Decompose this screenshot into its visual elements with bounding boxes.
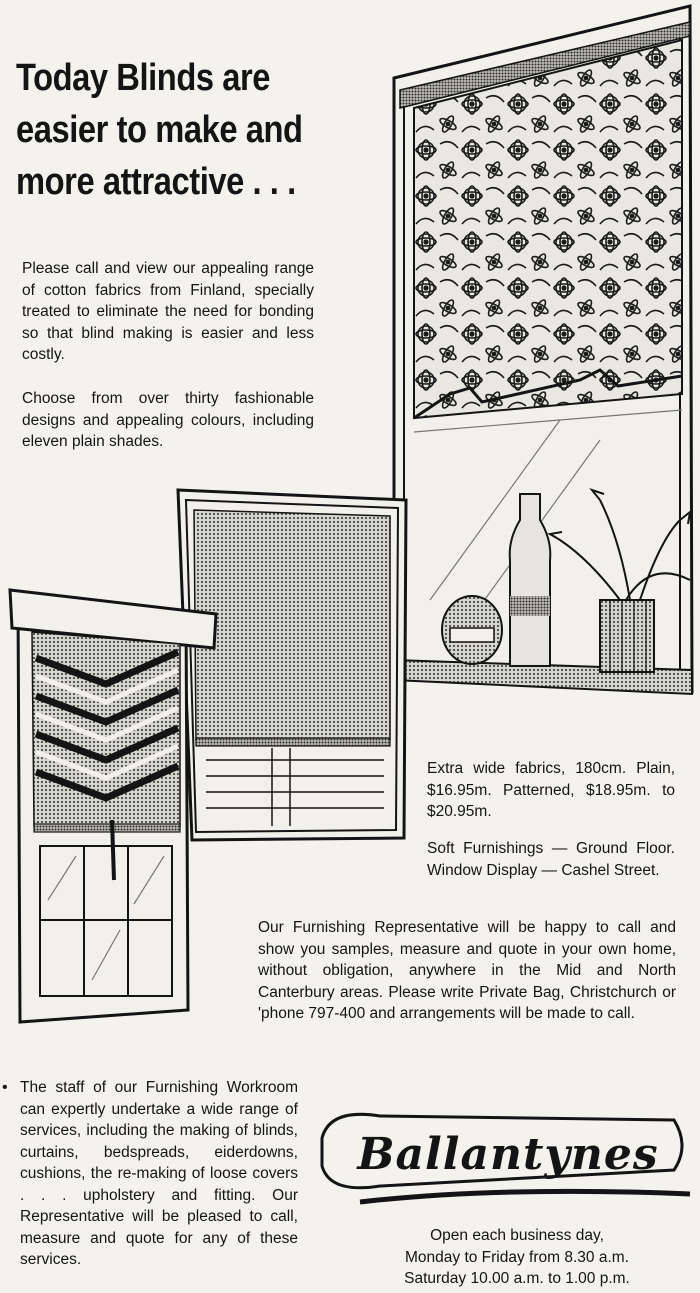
headline-line-1: Today Blinds are (16, 57, 271, 99)
designs-paragraph: Choose from over thirty fashionable designs and appealing colours, including eleven plain shades. (22, 390, 314, 450)
plain-roller-blind-illustration (178, 490, 406, 840)
workroom-paragraph: The staff of our Furnishing Workroom can expertly undertake a wide range of services, including the making of blinds, curtains, bedspreads, eiderdowns, cushions, the re-making of loose covers . . . upholstery and fitting. Our Representative will be pleased to call, measure and quote for any of these services. (20, 1079, 298, 1268)
location-paragraph: Soft Furnishings — Ground Floor. Window Display — Cashel Street. (427, 840, 675, 879)
store-logo: Ballantynes (357, 1128, 659, 1180)
window-with-roller-blind-illustration (394, 6, 692, 694)
bullet-icon: • (2, 1079, 8, 1096)
representative-paragraph: Our Furnishing Representative will be happy to call and show you samples, measure and quote in your own home, without obligation, anywhere in the Mid and North Canterbury areas. Please write Private Bag, Christchurch or 'phone 797-400 and arrangements will be made to call. (258, 919, 676, 1022)
hours-line-1: Open each business day, (430, 1227, 604, 1244)
opening-hours (352, 1225, 682, 1290)
headline (16, 52, 326, 208)
chevron-pattern-blind-illustration (10, 590, 216, 1022)
headline-line-3: more attractive . . . (16, 161, 296, 203)
prices-paragraph: Extra wide fabrics, 180cm. Plain, $16.95m. Patterned, $18.95m. to $20.95m. (427, 760, 675, 820)
hours-line-2: Monday to Friday from 8.30 a.m. (405, 1248, 629, 1266)
intro-paragraph: Please call and view our appealing range of cotton fabrics from Finland, specially treated to eliminate the need for bonding so that blind making is easier and less costly. (22, 260, 314, 363)
hours-line-3: Saturday 10.00 a.m. to 1.00 p.m. (404, 1270, 630, 1287)
headline-line-2: easier to make and (16, 109, 303, 151)
